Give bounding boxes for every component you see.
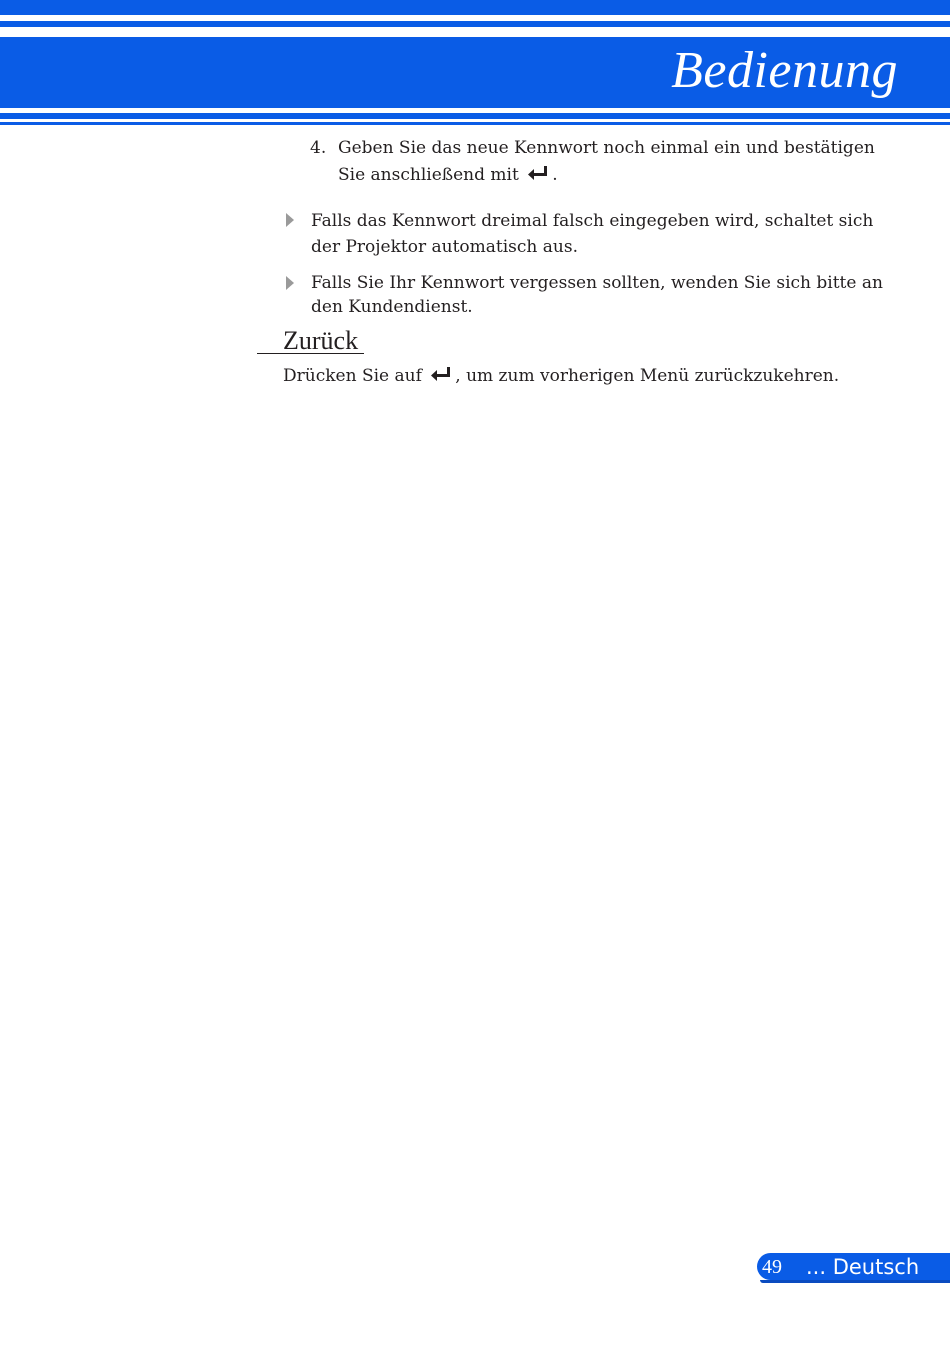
section-text-before: Drücken Sie auf bbox=[283, 366, 422, 386]
footer-tab-shadow bbox=[760, 1280, 950, 1283]
step-text bbox=[338, 135, 883, 192]
header-band-bottom bbox=[0, 113, 950, 119]
chapter-title: Bedienung bbox=[671, 42, 898, 99]
enter-key-icon bbox=[430, 366, 452, 392]
section-text-after: , um zum vorherigen Menü zurückzukehren. bbox=[455, 366, 840, 386]
header-band-top-thin bbox=[0, 21, 950, 27]
footer-language: ... Deutsch bbox=[806, 1255, 920, 1279]
note-text: Falls Sie Ihr Kennwort vergessen sollten, wenden Sie sich bitte an den Kundendienst. bbox=[311, 273, 883, 317]
section-body bbox=[283, 363, 903, 392]
note-text: Falls das Kennwort dreimal falsch eingegeben wird, schaltet sich der Projektor automatisch aus. bbox=[311, 211, 874, 257]
page-number: 49 bbox=[762, 1256, 782, 1278]
header-band-bottom-thin bbox=[0, 122, 950, 125]
enter-key-icon bbox=[527, 165, 549, 192]
step-text-after: . bbox=[552, 165, 558, 185]
section-title: Zurück bbox=[283, 326, 359, 355]
triangle-right-icon bbox=[286, 276, 294, 290]
step-text-before: Geben Sie das neue Kennwort noch einmal ein und bestätigen Sie anschließend mit bbox=[338, 138, 875, 185]
header-band-top bbox=[0, 0, 950, 15]
step-number: 4. bbox=[310, 138, 327, 158]
triangle-right-icon bbox=[286, 213, 294, 227]
